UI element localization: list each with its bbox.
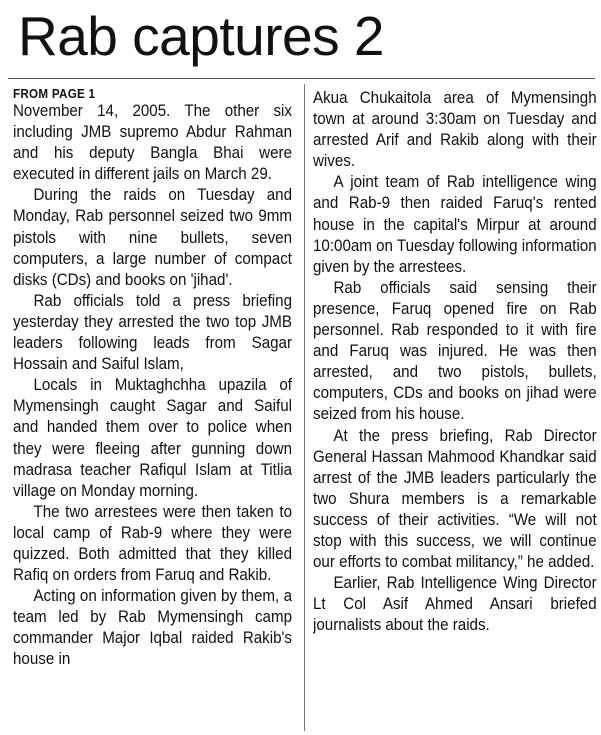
continuation-kicker: FROM PAGE 1	[13, 88, 96, 101]
headline: Rab captures 2	[18, 5, 384, 67]
article-paragraph: Rab officials told a press briefing yesterday they arrested the two top JMB leaders following leads from Sagar Hossain and Saiful Islam,	[13, 291, 292, 374]
article-paragraph: Acting on information given by them, a team led by Rab Mymensingh camp commander Major Iqbal raided Rakib's house in	[13, 587, 292, 669]
article-column-left	[13, 88, 292, 733]
article-paragraph: Locals in Muktaghchha upazila of Mymensingh caught Sagar and Saiful and handed them over to police when they were fleeing after gunning down madrasa teacher Rafiqul Islam at Titlia village on Monday morning.	[13, 376, 292, 500]
column-divider	[304, 84, 305, 731]
article-paragraph: November 14, 2005. The other six including JMB supremo Abdur Rahman and his deputy Bangla Bhai were executed in different jails on March 29.	[13, 102, 292, 184]
article-column-right	[313, 88, 597, 733]
article-paragraph: During the raids on Tuesday and Monday, Rab personnel seized two 9mm pistols with nine bullets, seven computers, a large number of compact disks (CDs) and books on 'jihad'.	[13, 186, 292, 289]
article-paragraph: The two arrestees were then taken to local camp of Rab-9 where they were quizzed. Both admitted that they killed Rafiq on orders from Faruq and Rakib.	[13, 502, 292, 585]
article-paragraph: At the press briefing, Rab Director General Hassan Mahmood Khandkar said arrest of the JMB leaders particularly the two Shura members is a remarkable success of their activities. “We will not stop with this success, we will continue our efforts to combat militancy,” he added.	[313, 426, 597, 572]
article-paragraph: A joint team of Rab intelligence wing and Rab-9 then raided Faruq's rented house in the capital's Mirpur at around 10:00am on Tuesday following information given by the arrestees.	[313, 173, 597, 276]
article-paragraph: Akua Chukaitola area of Mymensingh town at around 3:30am on Tuesday and arrested Arif and Rakib along with their wives.	[313, 89, 597, 171]
article-paragraph: Rab officials said sensing their presence, Faruq opened fire on Rab personnel. Rab responded to it with fire and Faruq was injured. He was then arrested, and two pistols, bullets, computers, CDs and books on jihad were seized from his house.	[313, 278, 597, 424]
headline-rule	[8, 78, 595, 79]
article-paragraph: Earlier, Rab Intelligence Wing Director Lt Col Asif Ahmed Ansari briefed journalists about the raids.	[313, 574, 597, 635]
